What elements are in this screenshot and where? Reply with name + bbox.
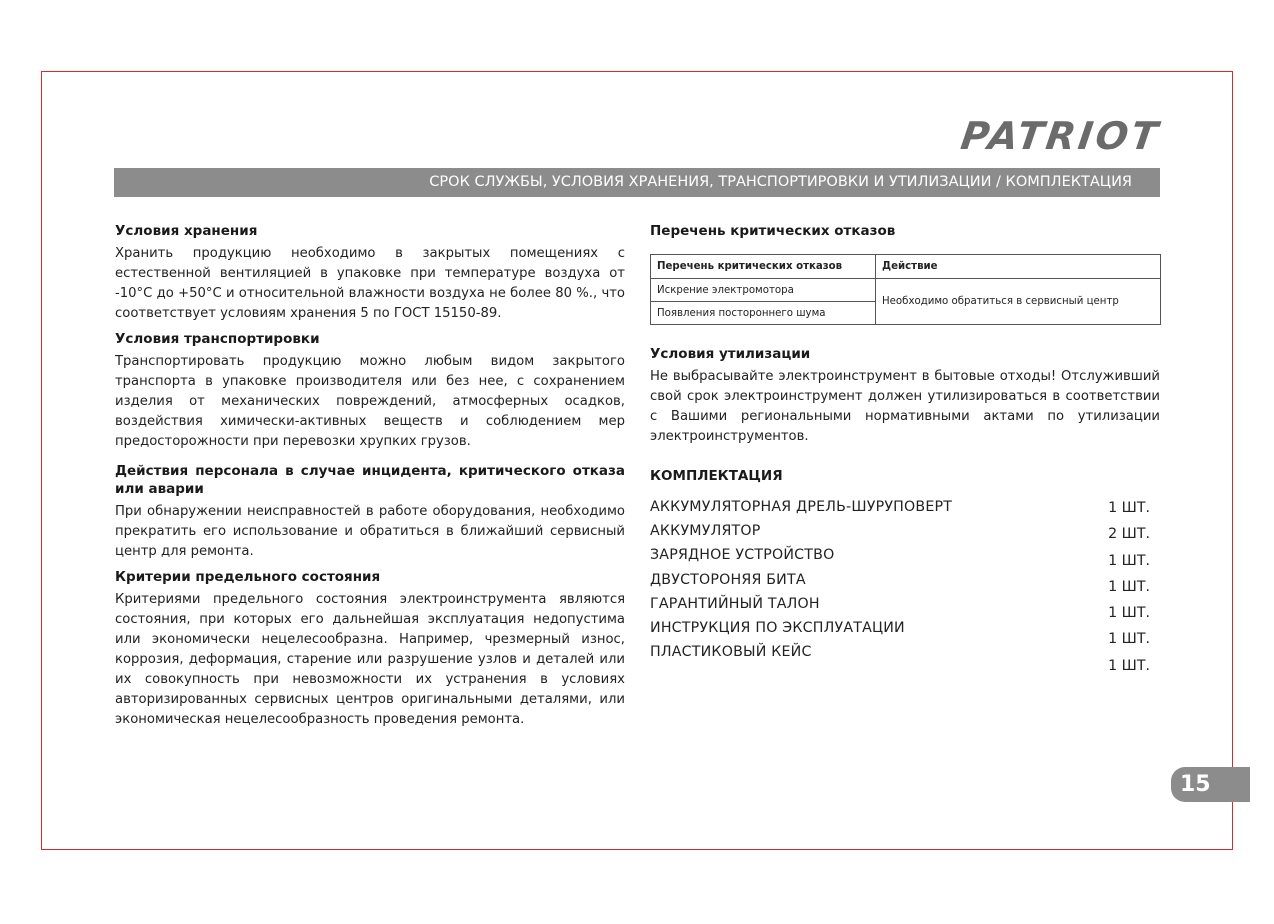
critical-failures-table [650,254,1161,325]
limit-section [115,568,625,730]
disposal-text: Не выбрасывайте электроинструмент в бытовые отходы! Отслуживший свой срок электроинструмент должен утилизироваться в соответствии с Вашими региональными нормативными актами по утилизации электроинструментов. [650,369,1160,444]
page-number: 15 [1180,772,1211,797]
table-row [651,279,1161,302]
list-item: ДВУСТОРОНЯЯ БИТА [650,571,806,588]
kit-heading: КОМПЛЕКТАЦИЯ [650,468,783,484]
disposal-heading: Условия утилизации [650,346,811,362]
incident-section [115,462,625,562]
table-header-cell: Действие [876,255,1161,279]
list-item-qty: 1 ШТ. [1108,631,1150,648]
list-item: АККУМУЛЯТОРНАЯ ДРЕЛЬ-ШУРУПОВЕРТ [650,499,953,515]
incident-text: При обнаружении неисправностей в работе оборудования, необходимо прекратить его использование и обратиться в ближайший сервисный центр для ремонта. [115,504,625,559]
list-item: ЗАРЯДНОЕ УСТРОЙСТВО [650,547,835,564]
list-item-qty: 1 ШТ. [1108,500,1150,516]
incident-heading: Действия персонала в случае инцидента, критического отказа или аварии [115,463,625,497]
left-column [115,222,625,736]
transport-text: Транспортировать продукцию можно любым видом закрытого транспорта в упаковке производителя или без нее, с сохранением изделия от механических повреждений, атмосферных осадков, воздействия химически-активных веществ и соблюдением мер предосторожности при перевозки хрупких грузов. [115,354,625,449]
transport-section [115,330,625,452]
page-number-tab [1171,767,1250,802]
table-cell: Искрение электромотора [651,279,876,302]
limit-heading: Критерии предельного состояния [115,569,381,585]
storage-section [115,222,625,324]
list-item-qty: 1 ШТ. [1108,657,1150,674]
table-header-row [651,255,1161,279]
table-header-cell: Перечень критических отказов [651,255,876,279]
list-item: АККУМУЛЯТОР [650,523,761,540]
disposal-section [650,345,1160,447]
list-item-qty: 1 ШТ. [1108,552,1150,569]
kit-list [650,495,1160,675]
failures-heading: Перечень критических отказов [650,223,896,239]
section-header-bar [114,168,1160,197]
list-item-qty: 1 ШТ. [1108,605,1150,622]
kit-quantities [1090,495,1150,679]
transport-heading: Условия транспортировки [115,331,320,347]
brand-logo: PATRIOT [958,114,1164,158]
list-item-qty: 2 ШТ. [1108,526,1150,543]
right-column [650,222,1160,675]
list-item: ИНСТРУКЦИЯ ПО ЭКСПЛУАТАЦИИ [650,620,905,637]
list-item-qty: 1 ШТ. [1108,578,1150,595]
storage-text: Хранить продукцию необходимо в закрытых помещениях с естественной вентиляцией в упаковке при температуре воздуха от -10°С до +50°С и относительной влажности воздуха не более 80 %., что соответствует условиям хранения 5 по ГОСТ 15150-89. [115,246,625,321]
kit-names [650,495,1080,664]
list-item: ГАРАНТИЙНЫЙ ТАЛОН [650,595,820,612]
list-item: ПЛАСТИКОВЫЙ КЕЙС [650,644,812,661]
storage-heading: Условия хранения [115,223,258,239]
limit-text: Критериями предельного состояния электроинструмента являются состояния, при которых его дальнейшая эксплуатация недопустима или экономически нецелесообразна. Например, чрезмерный износ, коррозия, деформация, старение или разрушение узлов и деталей или их совокупность при невозможности их устранения в условиях авторизированных сервисных центров оригинальными деталями, или экономическая нецелесообразность проведения ремонта. [115,592,625,727]
table-cell: Появления постороннего шума [651,302,876,325]
table-cell-action: Необходимо обратиться в сервисный центр [876,279,1161,325]
section-header-title: СРОК СЛУЖБЫ, УСЛОВИЯ ХРАНЕНИЯ, ТРАНСПОРТИРОВКИ И УТИЛИЗАЦИИ / КОМПЛЕКТАЦИЯ [429,174,1132,190]
